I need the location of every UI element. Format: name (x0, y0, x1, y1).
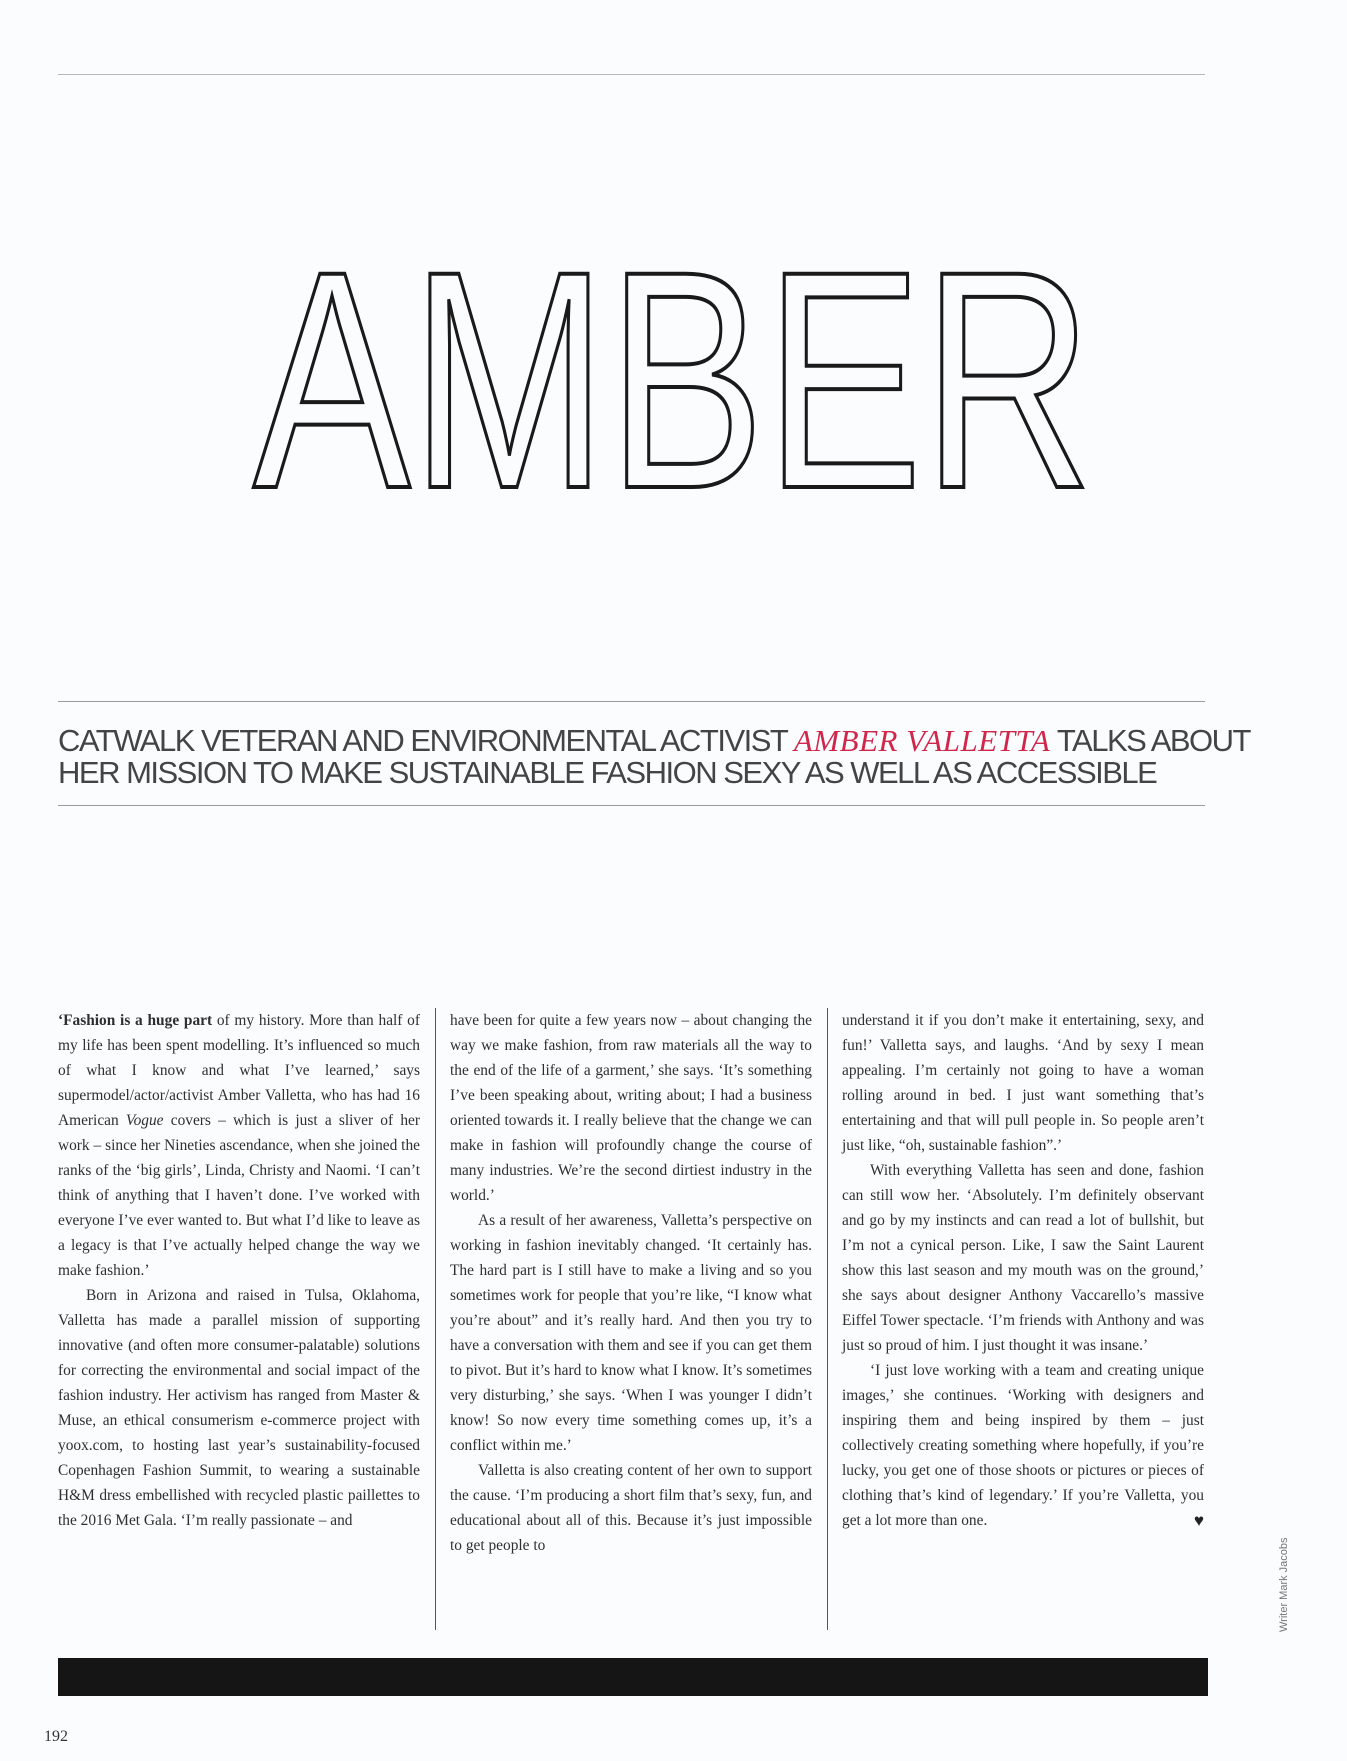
paragraph: Born in Arizona and raised in Tulsa, Oklahoma, Valletta has made a parallel mission of supporting innovative (and often more consumer-palatable) solutions for correcting the environmental and social impact of the fashion industry. Her activism has ranged from Master & Muse, an ethical consumerism e-commerce project with yoox.com, to hosting last year’s sustainability-focused Copenhagen Fashion Summit, to wearing a sustainable H&M dress embellished with recycled plastic paillettes to the 2016 Met Gala. ‘I’m really passionate – and (58, 1287, 420, 1529)
article-body (58, 1008, 1208, 1630)
paragraph: have been for quite a few years now – about changing the way we make fashion, from raw materials all the way to the end of the life of a garment,’ she says. ‘It’s something I’ve been speaking about, writing about; I had a business oriented towards it. I really believe that the change we can make in fashion will profoundly change the course of many industries. We’re the second dirtiest industry in the world.’ (450, 1012, 812, 1204)
standfirst-line-1: CATWALK VETERAN AND ENVIRONMENTAL ACTIVIST AMBER VALLETTA TALKS ABOUT (58, 723, 1250, 758)
column-2 (450, 1008, 812, 1630)
headline (0, 255, 1347, 495)
subject-name: AMBER VALLETTA (793, 723, 1051, 758)
headline-lettering (0, 255, 1347, 495)
paragraph: ‘I just love working with a team and creating unique images,’ she continues. ‘Working with designers and inspiring them and being inspired by them – just collectively creating something where hopefully, if you’re lucky, you get one of those shoots or pictures or pieces of clothing that’s kind of legendary.’ If you’re Valletta, you get a lot more than one. ♥ (842, 1358, 1204, 1533)
paragraph: ‘Fashion is a huge part of my history. More than half of my life has been spent modelling. It’s influenced so much of what I know and what I’ve learned,’ says supermodel/actor/activist Amber Valletta, who has had 16 American Vogue covers – which is just a sliver of her work – since her Nineties ascendance, when she joined the ranks of the ‘big girls’, Linda, Christy and Naomi. ‘I can’t think of anything that I haven’t done. I’ve worked with everyone I’ve ever wanted to. But what I’d like to leave as a legacy is that I’ve actually helped change the way we make fashion.’ (58, 1012, 420, 1279)
end-mark-heart-icon: ♥ (1193, 1511, 1204, 1530)
column-1 (58, 1008, 420, 1630)
paragraph: As a result of her awareness, Valletta’s perspective on working in fashion inevitably changed. ‘It certainly has. The hard part is I still have to make a living and so you sometimes work for people that you’re like, “I know what you’re about” and it’s really hard. And then you try to have a conversation with them and see if you can get them to pivot. But it’s hard to know what I know. It’s sometimes very disturbing,’ she says. ‘When I was younger I didn’t know! So now every time something comes up, it’s a conflict within me.’ (450, 1212, 812, 1454)
paragraph: Valletta is also creating content of her own to support the cause. ‘I’m producing a short film that’s sexy, fun, and educational about all of this. Because it’s just impossible to get people to (450, 1462, 812, 1554)
lead-in: ‘Fashion is a huge part (58, 1012, 213, 1029)
column-3 (842, 1008, 1204, 1630)
top-rule (58, 74, 1205, 75)
paragraph: With everything Valletta has seen and done, fashion can still wow her. ‘Absolutely. I’m definitely observant and go by my instincts and can read a lot of bullshit, but I’m not a cynical person. Like, I saw the Saint Laurent show this last season and my mouth was on the ground,’ she says about designer Anthony Vaccarello’s massive Eiffel Tower spectacle. ‘I’m friends with Anthony and was just so proud of him. I just thought it was insane.’ (842, 1162, 1204, 1354)
page-number: 192 (44, 1728, 68, 1745)
deck-rule-bottom (58, 805, 1205, 806)
writer-credit: Writer Mark Jacobs (1278, 1537, 1290, 1632)
headline-text: AMBER (253, 255, 1093, 495)
standfirst-line-2: HER MISSION TO MAKE SUSTAINABLE FASHION SEXY AS WELL AS ACCESSIBLE (58, 755, 1157, 790)
standfirst (58, 723, 1250, 790)
deck-rule-top (58, 701, 1205, 702)
paragraph: understand it if you don’t make it entertaining, sexy, and fun!’ Valletta says, and laughs. ‘And by sexy I mean appealing. I’m certainly not going to have a woman rolling around in bed. I just want something that’s entertaining and that will pull people in. So people aren’t just like, “oh, sustainable fashion”.’ (842, 1012, 1204, 1154)
magazine-title: Vogue (125, 1112, 164, 1129)
footer-bar (58, 1658, 1208, 1696)
